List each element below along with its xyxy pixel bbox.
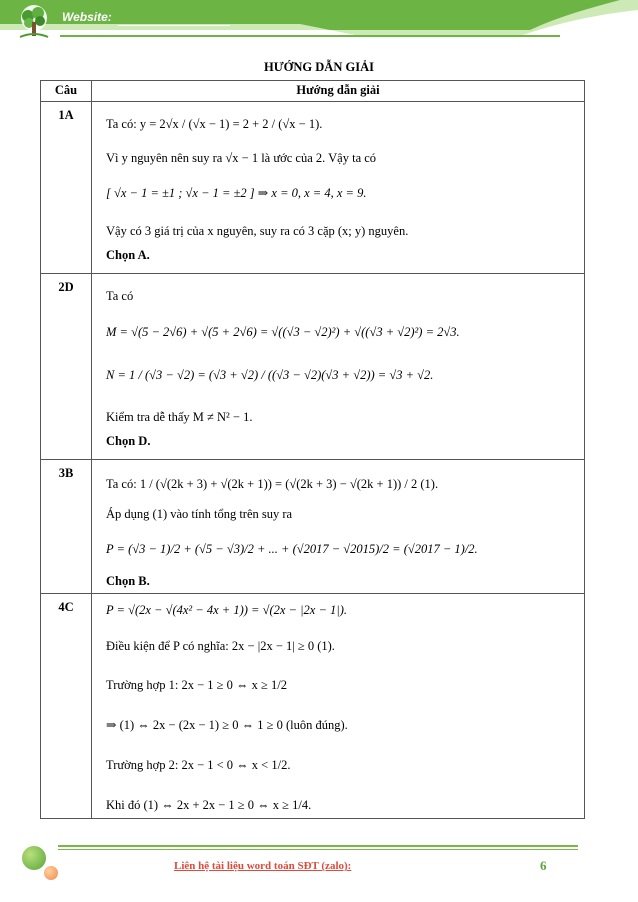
solution-line: Ta có: 1 / (√(2k + 3) + √(2k + 1)) = (√(2k + 3) − √(2k + 1)) / 2 (1).: [106, 477, 439, 491]
tree-logo-icon: [14, 2, 54, 42]
solution-line: Khi đó (1) ⇔ 2x + 2x − 1 ≥ 0 ⇔ x ≥ 1/4.: [106, 798, 312, 813]
answer-choice: Chọn A.: [106, 248, 150, 262]
solution-line: Vì y nguyên nên suy ra √x − 1 là ước của 2. Vậy ta có: [106, 151, 377, 166]
solution-cell: [92, 102, 585, 274]
solution-line: Kiểm tra dễ thấy M ≠ N² − 1.: [106, 409, 253, 424]
page-title: HƯỚNG DẪN GIẢI: [264, 60, 374, 74]
solution-line: Ta có: [106, 289, 134, 303]
solution-line: Ta có: y = 2√x / (√x − 1) = 2 + 2 / (√x − 1).: [106, 117, 323, 131]
question-number: 2D: [41, 274, 92, 460]
page-number: 6: [540, 858, 547, 873]
question-number: 4C: [41, 594, 92, 819]
solution-cell: [92, 460, 585, 594]
footer-divider: [58, 845, 578, 847]
solution-cell: [92, 594, 585, 819]
solution-line: Trường hợp 1: 2x − 1 ≥ 0 ⇔ x ≥ 1/2: [106, 677, 287, 692]
table-header-row: [41, 81, 585, 102]
table-row: [41, 460, 585, 594]
answer-choice: Chọn D.: [106, 434, 151, 448]
solution-line: M = √(5 − 2√6) + √(5 + 2√6) = √((√3 − √2)²) + √((√3 + √2)²) = 2√3.: [106, 325, 460, 340]
footer-contact-text: Liên hệ tài liệu word toán SĐT (zalo):: [174, 860, 352, 872]
solution-line: ⇒ (1) ⇔ 2x − (2x − 1) ≥ 0 ⇔ 1 ≥ 0 (luôn đúng).: [106, 717, 348, 732]
question-number: 3B: [41, 460, 92, 594]
table-row: [41, 594, 585, 819]
website-label: Website:: [62, 10, 112, 24]
solution-line: Vậy có 3 giá trị của x nguyên, suy ra có 3 cặp (x; y) nguyên.: [106, 223, 409, 238]
solution-line: N = 1 / (√3 − √2) = (√3 + √2) / ((√3 − √2)(√3 + √2)) = √3 + √2.: [106, 367, 434, 382]
solution-cell: [92, 274, 585, 460]
header-wave: [0, 0, 638, 52]
table-row: [41, 274, 585, 460]
solution-line: Trường hợp 2: 2x − 1 < 0 ⇔ x < 1/2.: [106, 758, 291, 772]
col-header-question: Câu: [41, 81, 92, 102]
solution-line: Áp dụng (1) vào tính tổng trên suy ra: [106, 507, 293, 522]
header-banner: [0, 0, 638, 52]
footer-green-circle-icon: [22, 846, 46, 870]
solution-line: [ √x − 1 = ±1 ; √x − 1 = ±2 ] ⇒ x = 0, x = 4, x = 9.: [106, 185, 367, 200]
website-underline: [118, 25, 230, 26]
table-row: [41, 102, 585, 274]
answer-choice: Chọn B.: [106, 573, 150, 588]
question-number: 1A: [41, 102, 92, 274]
solution-table: [40, 80, 585, 819]
solution-line: P = (√3 − 1)/2 + (√5 − √3)/2 + ... + (√2017 − √2015)/2 = (√2017 − 1)/2.: [106, 541, 478, 556]
col-header-solution: Hướng dẫn giải: [92, 81, 585, 102]
footer-divider-thin: [58, 849, 578, 850]
footer-orange-circle-icon: [44, 866, 58, 880]
solution-line: Điều kiện để P có nghĩa: 2x − |2x − 1| ≥ 0 (1).: [106, 639, 335, 654]
solution-line: P = √(2x − √(4x² − 4x + 1)) = √(2x − |2x − 1|).: [106, 603, 347, 617]
